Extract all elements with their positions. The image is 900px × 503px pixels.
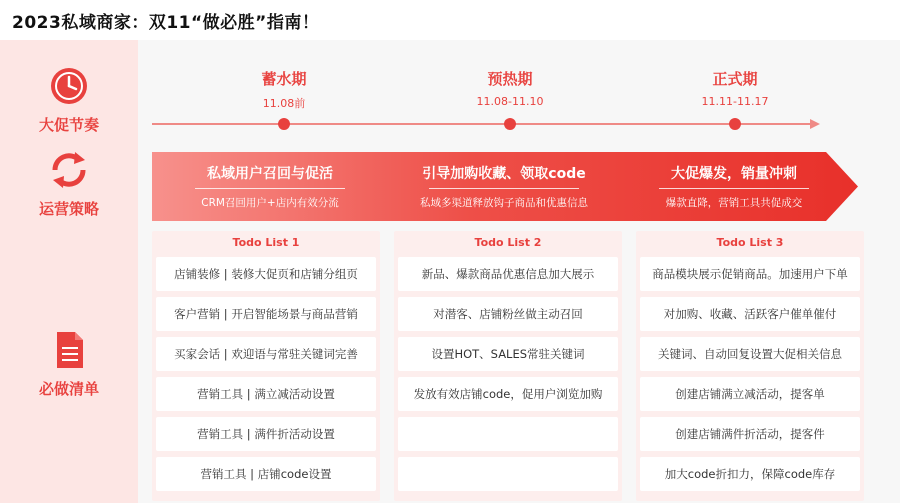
todo-item: 店铺装修 | 装修大促页和店铺分组页 [156,257,376,291]
phase-date: 11.08-11.10 [476,95,544,108]
strategy-divider [195,188,345,189]
todo-item: 发放有效店铺code，促用户浏览加购 [398,377,618,411]
todo-item-empty [398,417,618,451]
strategy-title: 私域用户召回与促活 [207,166,333,182]
strategy-divider [429,188,579,189]
timeline-arrowhead [810,119,820,129]
strategy-desc: CRM召回用户+店内有效分流 [201,197,339,209]
strategy-divider [659,188,809,189]
todo-item: 营销工具 | 店铺code设置 [156,457,376,491]
timeline-dot [729,118,741,130]
todo-item: 设置HOT、SALES常驻关键词 [398,337,618,371]
strategy-desc: 爆款直降，营销工具共促成交 [665,197,803,209]
sidebar-label: 大促节奏 [38,116,99,134]
todo-item: 商品模块展示促销商品。加速用户下单 [640,257,860,291]
strategy-segment [388,152,620,221]
clock-icon [47,64,91,108]
sidebar-label: 运营策略 [38,200,99,218]
phase-reservoir [204,68,364,111]
todo-header: Todo List 1 [232,236,300,249]
timeline-dot [504,118,516,130]
todo-item: 营销工具 | 满件折活动设置 [156,417,376,451]
timeline-dot [278,118,290,130]
strategy-title: 大促爆发，销量冲刺 [671,166,797,182]
strategy-title: 引导加购收藏、领取code [422,166,586,182]
todo-item: 客户营销 | 开启智能场景与商品营销 [156,297,376,331]
strategy-segment [152,152,388,221]
todo-item: 创建店铺满件折活动，提客件 [640,417,860,451]
todo-item: 买家会话 | 欢迎语与常驻关键词完善 [156,337,376,371]
phase-official [655,68,815,108]
todo-item: 加大code折扣力，保障code库存 [640,457,860,491]
sidebar-section-checklist [0,328,138,399]
phase-name: 预热期 [487,70,533,88]
todo-list-2 [394,231,622,501]
phase-name: 正式期 [712,70,758,88]
todo-list-1 [152,231,380,501]
todo-item: 营销工具 | 满立减活动设置 [156,377,376,411]
todo-list-3 [636,231,864,501]
page-title: 2023私域商家：双11“做必胜”指南！ [12,13,320,33]
phase-date: 11.11-11.17 [701,95,769,108]
todo-item: 创建店铺满立减活动，提客单 [640,377,860,411]
sidebar-section-strategy [0,148,138,219]
phase-warmup [430,68,590,108]
sidebar-label: 必做清单 [38,380,99,398]
sidebar [0,40,138,503]
document-icon [47,328,91,372]
strategy-desc: 私域多渠道释放钩子商品和优惠信息 [420,197,588,209]
sidebar-section-rhythm [0,64,138,135]
todo-item: 新品、爆款商品优惠信息加大展示 [398,257,618,291]
todo-header: Todo List 2 [474,236,542,249]
strategy-segment [620,152,848,221]
timeline-line [152,123,814,125]
strategy-banner [152,152,858,221]
todo-header: Todo List 3 [716,236,784,249]
todo-item: 对加购、收藏、活跃客户催单催付 [640,297,860,331]
phase-date: 11.08前 [262,97,306,110]
cycle-arrows-icon [47,148,91,192]
todo-item: 对潜客、店铺粉丝做主动召回 [398,297,618,331]
todo-item-empty [398,457,618,491]
todo-item: 关键词、自动回复设置大促相关信息 [640,337,860,371]
phase-name: 蓄水期 [261,70,307,88]
